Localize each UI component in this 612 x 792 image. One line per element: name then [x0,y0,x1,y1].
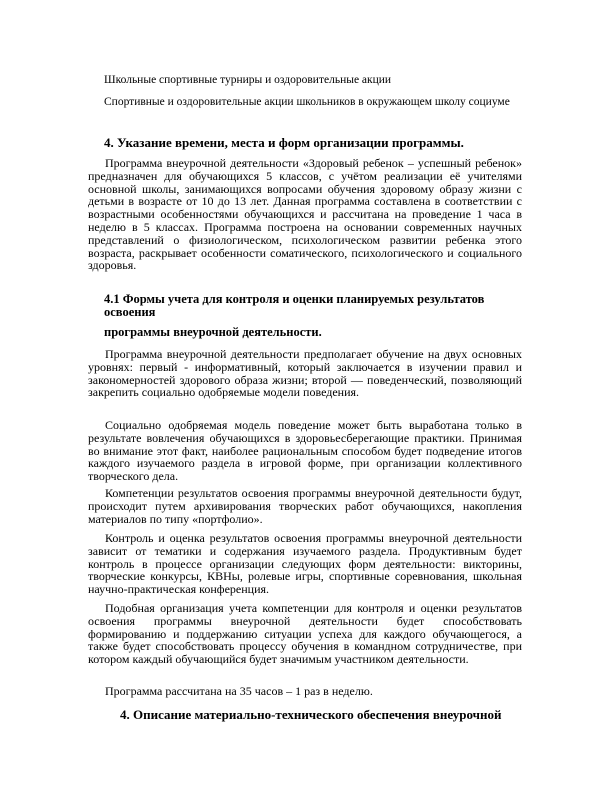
paragraph: Компетенции результатов освоения программы внеурочной деятельности будут, происходит путем архивирования творческих работ обучающихся, накопления материалов по типу «портфолио». [88,486,522,526]
paragraph: Контроль и оценка результатов освоения программы внеурочной деятельности зависит от тематики и содержания изучаемого раздела. Продуктивным будет контроль в процессе организации следующих форм деятельности: викторины, творческие конкурсы, КВНы, ролевые игры, спортивные соревнования, школьная научно-практическая конференция. [88,531,522,597]
list-item: Спортивные и оздоровительные акции школьников в окружающем школу социуме [104,96,510,108]
subsection-heading-continued: программы внеурочной деятельности. [104,325,322,339]
paragraph: Программа рассчитана на 35 часов – 1 раз в неделю. [105,684,373,698]
list-item: Школьные спортивные турниры и оздоровительные акции [104,74,392,86]
paragraph: Программа внеурочной деятельности «Здоровый ребенок – успешный ребенок» предназначен для обучающихся 5 классов, с учётом реализации её учителями основной школы, занимающихся вопросами обучения здоровому образу жизни с детьми в возрасте от 10 до 13 лет. Данная программа составлена в соответствии с возрастными особенностями обучающихся и рассчитана на проведение 1 часа в неделю в 5 классах. Программа построена на основании современных научных представлений о физиологическом, психологическом развитии ребенка этого возраста, раскрывает особенности соматического, психологического и социального здоровья. [88,156,522,273]
paragraph: Программа внеурочной деятельности предполагает обучение на двух основных уровнях: первый - информативный, который заключается в изучении правил и закономерностей здорового образа жизни; второй — поведенческий, позволяющий закрепить социально одобряемые модели поведения. [88,347,522,400]
subsection-heading: 4.1 Формы учета для контроля и оценки планируемых результатов освоения [104,292,485,319]
section-heading: 4. Указание времени, места и форм организации программы. [104,135,464,150]
section-heading: 4. Описание материально-технического обеспечения внеурочной [120,707,502,722]
paragraph: Социально одобряемая модель поведение может быть выработана только в результате вовлечения обучающихся в здоровьесберегающие практики. Принимая во внимание этот факт, наиболее рациональным способом будет подведение итогов каждого изучаемого раздела в игровой форме, при организации коллективного творческого дела. [88,418,522,484]
paragraph: Подобная организация учета компетенции для контроля и оценки результатов освоения программы внеурочной деятельности будет способствовать формированию и поддержанию ситуации успеха для каждого обучающегося, а также будет способствовать процессу обучения в командном сотрудничестве, при котором каждый обучающийся будет значимым участником деятельности. [88,601,522,667]
